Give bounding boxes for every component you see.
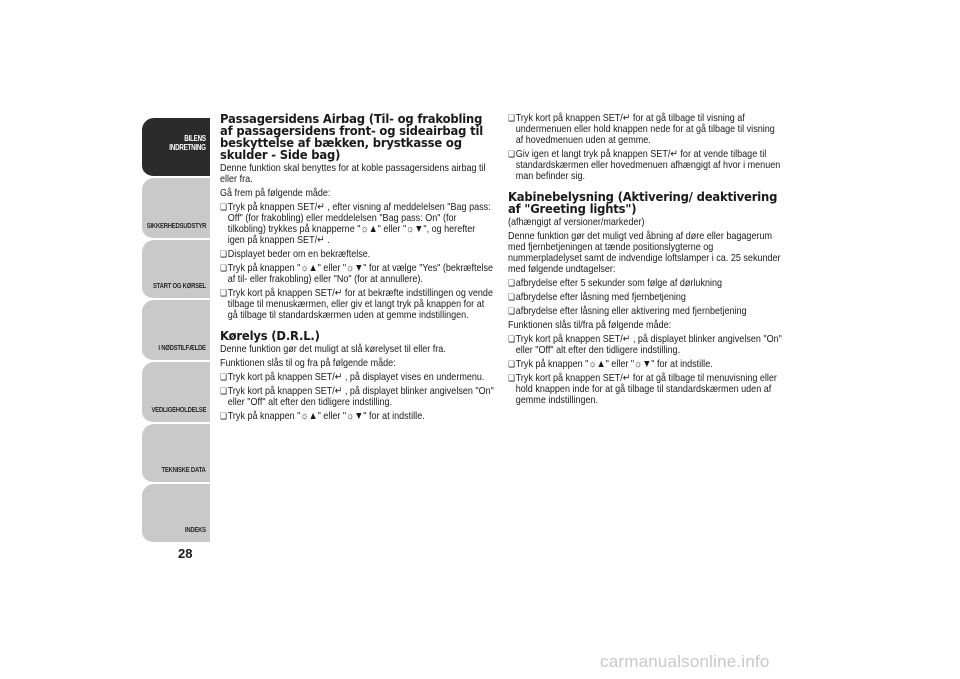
tab-bilens-indretning[interactable] <box>142 118 210 178</box>
airbag-step-4: ❏ Tryk kort på knappen SET/↵ for at bekræfte indstillingen og vende tilbage til menuskærmen, eller giv et langt tryk på knappen for at gå tilbage til standardskærmen uden at gemme indstillingen. <box>220 288 494 321</box>
tab-indeks[interactable] <box>142 484 210 544</box>
airbag-heading: Passagersidens Airbag (Til- og frakobling af passagersidens front- og sideairbag til beskyttelse af bækken, brystkasse og skulder - Side bag) <box>220 111 484 162</box>
cabin-step-1: ❏ Tryk kort på knappen SET/↵ , på displayet blinker angivelsen "On" eller "Off" alt efter den tidligere indstilling. <box>508 334 782 356</box>
airbag-procedure-label: Gå frem på følgende måde: <box>220 187 331 199</box>
airbag-step-2: ❏ Displayet beder om en bekræftelse. <box>220 249 494 260</box>
drl-step-1: ❏ Tryk kort på knappen SET/↵ , på displayet vises en undermenu. <box>220 372 494 383</box>
tab-label: BILENS INDRETNING <box>169 134 206 152</box>
right-column <box>508 113 783 409</box>
cabin-step-3: ❏ Tryk kort på knappen SET/↵ for at gå tilbage til menuvisning eller hold knappen inde for at gå tilbage til standardskærmen uden af gemme indstillingen. <box>508 373 782 406</box>
cabin-version-note: (afhængigt af versioner/markeder) <box>508 216 645 228</box>
tab-tekniske-data[interactable] <box>142 424 210 484</box>
tab-label: INDEKS <box>185 525 206 534</box>
airbag-step-3: ❏ Tryk på knappen "☼▲" eller "☼▼" for at vælge "Yes" (bekræftelse af til- eller frakobling) eller "No" (for at annullere). <box>220 263 494 285</box>
cabin-exception-1: ❏ afbrydelse efter 5 sekunder som følge af dørlukning <box>508 278 782 289</box>
left-column <box>220 113 495 425</box>
cabin-procedure-label: Funktionen slås til/fra på følgende måde: <box>508 319 672 331</box>
cabin-exception-3: ❏ afbrydelse efter låsning eller aktivering med fjernbetjening <box>508 306 782 317</box>
tab-label: I NØDSTILFÆLDE <box>158 343 206 352</box>
cabin-exception-2: ❏ afbrydelse efter låsning med fjernbetjening <box>508 292 782 303</box>
tab-label: TEKNISKE DATA <box>161 465 206 474</box>
drl-procedure-label: Funktionen slås til og fra på følgende måde: <box>220 357 396 369</box>
tab-label: VEDLIGEHOLDELSE <box>151 405 206 414</box>
drl-step-4: ❏ Tryk kort på knappen SET/↵ for at gå tilbage til visning af undermenuen eller hold knappen nede for at gå tilbage til visning af hovedmenuen uden at gemme. <box>508 113 782 146</box>
tab-i-nodstilfaelde[interactable] <box>142 300 210 362</box>
airbag-intro: Denne funktion skal benyttes for at koble passagersidens airbag til eller fra. <box>220 162 486 185</box>
tab-label: SIKKERHEDSUDSTYR <box>146 221 206 230</box>
drl-intro: Denne funktion gør det muligt at slå kørelyset til eller fra. <box>220 343 446 355</box>
cabin-lighting-heading: Kabinebelysning (Aktivering/ deaktivering af "Greeting lights") <box>508 189 778 216</box>
cabin-step-2: ❏ Tryk på knappen "☼▲" eller "☼▼" for at indstille. <box>508 359 782 370</box>
drl-heading: Kørelys (D.R.L.) <box>220 328 320 343</box>
tab-vedligeholdelse[interactable] <box>142 362 210 424</box>
drl-step-5: ❏ Giv igen et langt tryk på knappen SET/↵ for at vende tilbage til standardskærmen eller hovedmenuen afhængigt af hvor i menuen man befinder sig. <box>508 149 782 182</box>
drl-step-3: ❏ Tryk på knappen "☼▲" eller "☼▼" for at indstille. <box>220 411 494 422</box>
watermark-text: carmanualsonline.info <box>600 652 770 671</box>
tab-sikkerhedsudstyr[interactable] <box>142 178 210 240</box>
cabin-intro: Denne funktion gør det muligt ved åbning af døre eller bagagerum med fjernbetjeningen at tænde positionslygterne og nummerpladelyset samt de indvendige loftslamper i ca. 25 sekunder med følgende undtagelser: <box>508 230 781 275</box>
tab-start-og-korsel[interactable] <box>142 240 210 300</box>
airbag-step-1: ❏ Tryk på knappen SET/↵ , efter visning af meddelelsen "Bag pass: Off" (for frakobling) eller meddelelsen "Bag pass: On" (for tilkobling) trykkes på knapperne "☼▲" eller "☼▼", og herefter igen på knappen SET/↵ . <box>220 202 494 246</box>
drl-step-2: ❏ Tryk kort på knappen SET/↵ , på displayet blinker angivelsen "On" eller "Off" alt efter den tidligere indstilling. <box>220 386 494 408</box>
tab-label: START OG KØRSEL <box>153 281 206 290</box>
page-number: 28 <box>178 546 193 561</box>
